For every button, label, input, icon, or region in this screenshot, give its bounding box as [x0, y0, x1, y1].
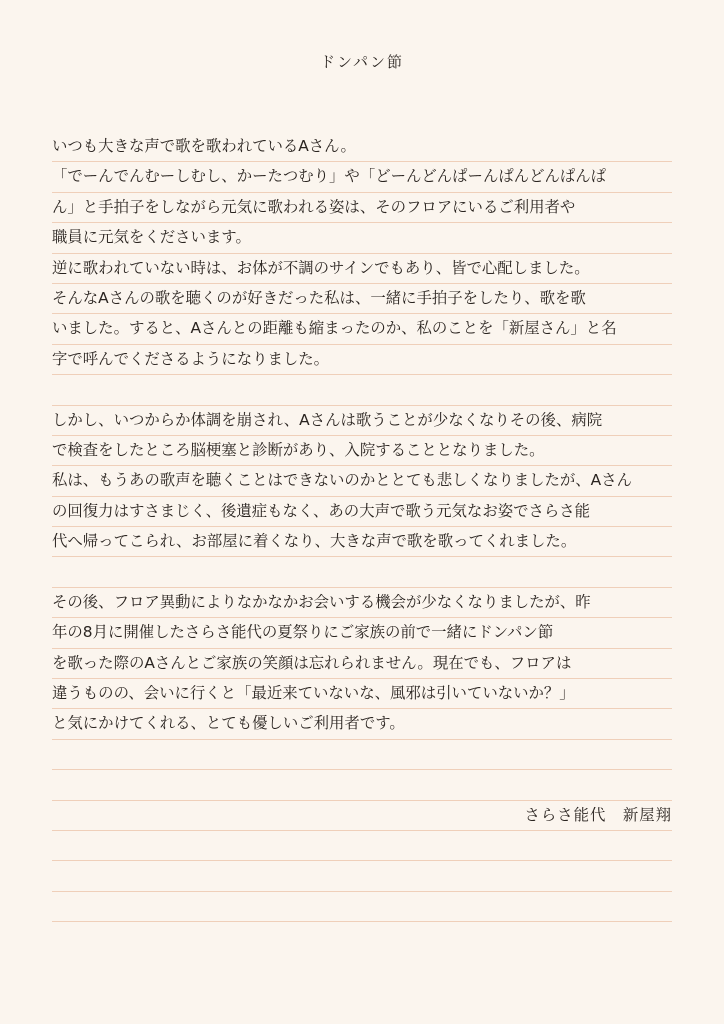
ruled-line: [52, 618, 672, 648]
ruled-line: [52, 679, 672, 709]
body-text-line: 年の8月に開催したさらさ能代の夏祭りにご家族の前で一緒にドンパン節: [52, 623, 554, 642]
body-text-line: 違うものの、会いに行くと「最近来ていないな、風邪は引いていないか？」: [52, 684, 575, 703]
body-text-line: 「でーんでんむーしむし、かーたつむり」や「どーんどんぱーんぱんどんぱんぱ: [52, 167, 607, 186]
ruled-line: [52, 740, 672, 770]
body-text-line: 逆に歌われていない時は、お体が不調のサインでもあり、皆で心配しました。: [52, 258, 590, 277]
ruled-line: [52, 557, 672, 587]
body-text-line: いました。すると、Aさんとの距離も縮まったのか、私のことを「新屋さん」と名: [52, 319, 617, 338]
letter-title: ドンパン節: [320, 53, 404, 71]
ruled-line: [52, 406, 672, 436]
body-text-line: そんなAさんの歌を聴くのが好きだった私は、一緒に手拍子をしたり、歌を歌: [52, 288, 586, 307]
ruled-line: [52, 345, 672, 375]
ruled-line: [52, 801, 672, 831]
ruled-line: [52, 132, 672, 162]
ruled-line: [52, 861, 672, 891]
ruled-line: [52, 466, 672, 496]
ruled-line: [52, 314, 672, 344]
ruled-line: [52, 709, 672, 739]
body-text-line: を歌った際のAさんとご家族の笑顔は忘れられません。現在でも、フロアは: [52, 653, 572, 672]
ruled-line: [52, 588, 672, 618]
ruled-line: [52, 831, 672, 861]
ruled-line: [52, 162, 672, 192]
body-text-line: ん」と手拍子をしながら元気に歌われる姿は、そのフロアにいるご利用者や: [52, 197, 576, 216]
body-text-line: 職員に元気をくださいます。: [52, 228, 251, 247]
body-text-line: 代へ帰ってこられ、お部屋に着くなり、大きな声で歌を歌ってくれました。: [52, 532, 577, 551]
body-text-line: しかし、いつからか体調を崩され、Aさんは歌うことが少なくなりその後、病院: [52, 410, 603, 429]
ruled-line: [52, 254, 672, 284]
ruled-line: [52, 436, 672, 466]
ruled-lines: [52, 132, 672, 922]
ruled-line: [52, 497, 672, 527]
body-text-line: 字で呼んでくださるようになりました。: [52, 349, 330, 368]
body-text-line: 私は、もうあの歌声を聴くことはできないのかととても悲しくなりましたが、Aさん: [52, 471, 632, 490]
ruled-line: [52, 193, 672, 223]
ruled-line: [52, 527, 672, 557]
signature-text: さらさ能代 新屋翔: [524, 805, 672, 824]
body-text-line: いつも大きな声で歌を歌われているAさん。: [52, 137, 356, 155]
ruled-line: [52, 649, 672, 679]
ruled-line: [52, 223, 672, 253]
body-text-line: で検査をしたところ脳梗塞と診断があり、入院することとなりました。: [52, 440, 545, 459]
body-text-line: と気にかけてくれる、とても優しいご利用者です。: [52, 714, 405, 733]
body-text-line: その後、フロア異動によりなかなかお会いする機会が少なくなりましたが、昨: [52, 592, 591, 611]
ruled-line: [52, 375, 672, 405]
ruled-line: [52, 770, 672, 800]
ruled-line: [52, 284, 672, 314]
ruled-line: [52, 892, 672, 922]
body-text-line: の回復力はすさまじく、後遺症もなく、あの大声で歌う元気なお姿でさらさ能: [52, 501, 591, 520]
